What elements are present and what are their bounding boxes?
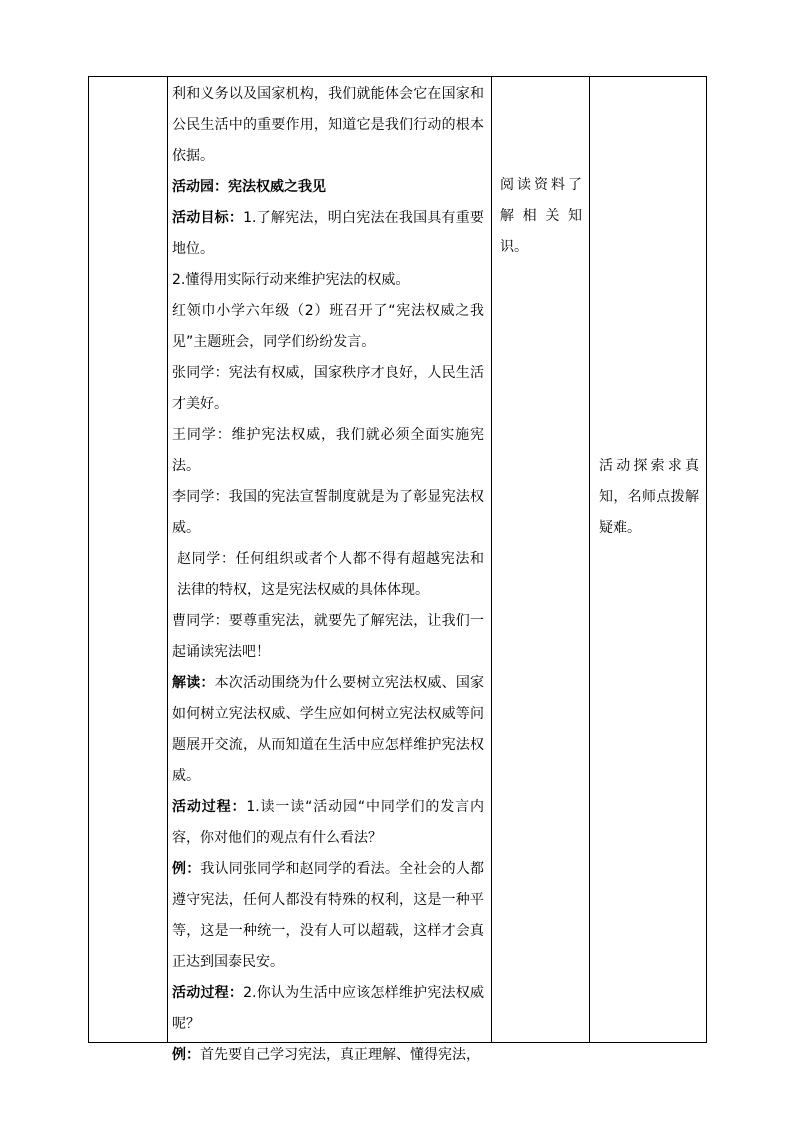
note-line: 识。: [500, 239, 528, 255]
teacher-activity-cell: [599, 451, 699, 544]
content-paragraph: 例：我认同张同学和赵同学的看法。全社会的人都遵守宪法，任何人都没有特殊的权利，这是一种平等，这是一种统一，没有人可以超载，这样才会真正达到国泰民安。: [172, 861, 485, 970]
content-paragraph: 解读：本次活动围绕为什么要树立宪法权威、国家如何树立宪法权威、学生应如何树立宪法权威等问题展开交流，从而知道在生活中应怎样维护宪法权威。: [172, 675, 485, 784]
content-paragraph: 2.懂得用实际行动来维护宪法的权威。: [172, 272, 410, 288]
note-line: 阅读资料了: [500, 177, 582, 193]
activity-heading: 活动园：宪法权威之我见: [172, 179, 326, 195]
content-paragraph: 活动过程：2.你认为生活中应该怎样维护宪法权威呢？: [172, 985, 485, 1032]
column-divider: [167, 77, 168, 1042]
content-paragraph: 例：首先要自己学习宪法，真正理解、懂得宪法，: [172, 1047, 480, 1063]
content-paragraph: 利和义务以及国家机构，我们就能体会它在国家和公民生活中的重要作用，知道它是我们行动的根本依据。: [172, 86, 484, 164]
note-line: 知，名师点拨解: [599, 489, 699, 505]
content-paragraph: 李同学：我国的宪法宣誓制度就是为了彰显宪法权威。: [172, 489, 484, 536]
student-activity-cell: [500, 170, 582, 263]
note-line: 解相关知: [500, 208, 582, 224]
note-line: 疑难。: [599, 520, 641, 536]
teaching-content-cell: [172, 79, 484, 1071]
content-paragraph: 曹同学：要尊重宪法，就要先了解宪法，让我们一起诵读宪法吧！: [172, 613, 484, 660]
content-paragraph: 活动目标：1.了解宪法，明白宪法在我国具有重要地位。: [172, 210, 485, 257]
content-paragraph: 活动过程：1.读一读“活动园“中同学们的发言内容，你对他们的观点有什么看法？: [172, 799, 485, 846]
lesson-table: [88, 76, 707, 1063]
content-paragraph: 王同学：维护宪法权威，我们就必须全面实施宪法。: [172, 427, 484, 474]
content-paragraph: 红领巾小学六年级（2）班召开了“宪法权威之我见”主题班会，同学们纷纷发言。: [172, 303, 484, 350]
column-divider: [589, 77, 590, 1042]
content-paragraph: 张同学：宪法有权威，国家秩序才良好，人民生活才美好。: [172, 365, 484, 412]
content-paragraph: 赵同学：任何组织或者个人都不得有超越宪法和法律的特权，这是宪法权威的具体体现。: [177, 551, 484, 598]
column-divider: [491, 77, 492, 1042]
note-line: 活动探索求真: [599, 458, 699, 474]
